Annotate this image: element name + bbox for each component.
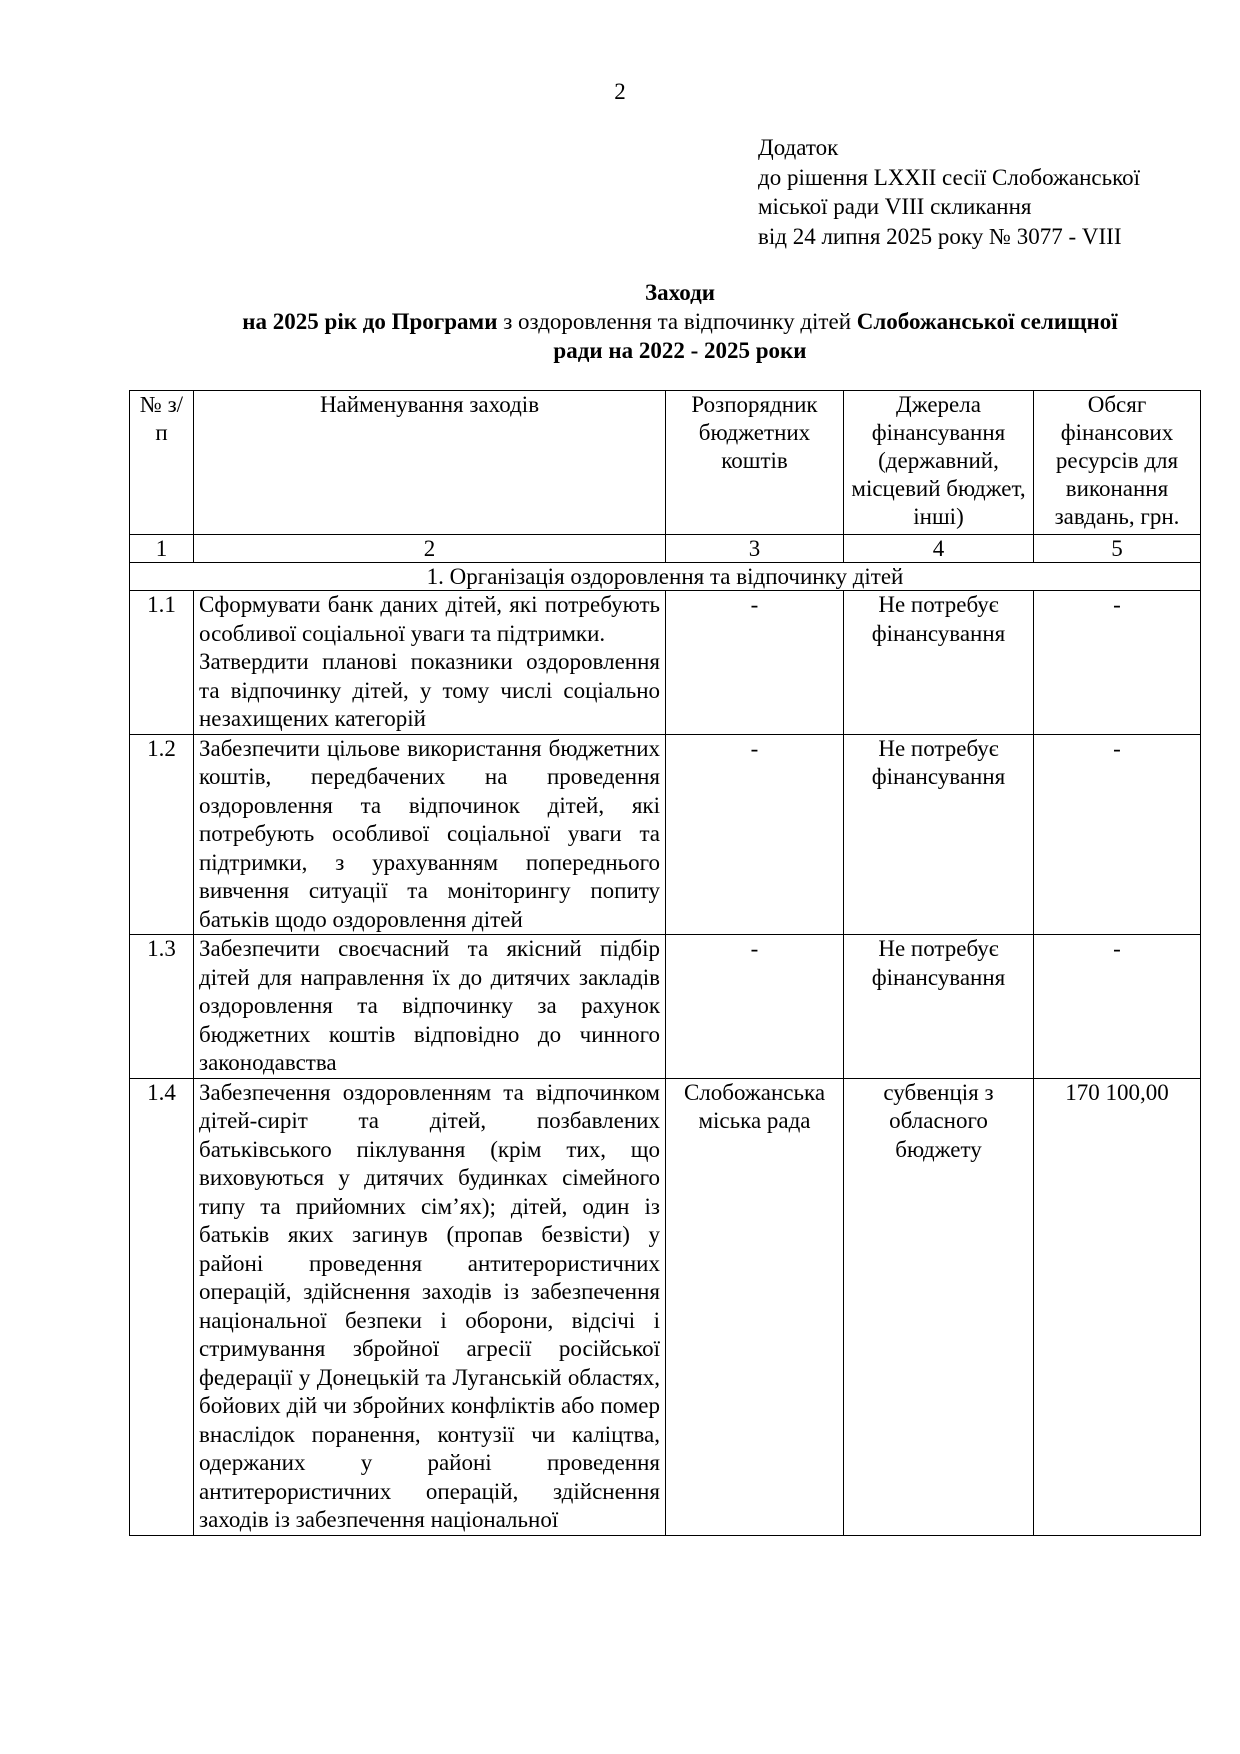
row-budget-manager: - [666,591,844,735]
table-row [130,1078,1201,1535]
row-measure-name: Забезпечити своєчасний та якісний підбір дітей для направлення їх до дитячих закладів оздоровлення та відпочинку за рахунок бюджетних коштів відповідно до чинного законодавства [194,935,666,1079]
section-title: 1. Організація оздоровлення та відпочинку дітей [130,563,1201,591]
row-financial-volume: 170 100,00 [1034,1078,1201,1535]
document-title [150,278,1210,365]
table-row [130,734,1201,935]
row-index: 1.2 [130,734,194,935]
appendix-block [758,133,1198,251]
header-financial-volume: Обсяг фінансових ресурсів для виконання завдань, грн. [1034,391,1201,535]
row-budget-manager: - [666,935,844,1079]
column-number: 4 [844,535,1034,563]
row-measure-name: Забезпечення оздоровленням та відпочинком дітей-сиріт та дітей, позбавлених батьківського піклування (крім тих, що виховуються у дитячих будинках сімейного типу та прийомних сім’ях); дітей, один із батьків яких загинув (пропав безвісти) у районі проведення антитерористичних операцій, здійснення заходів із забезпечення національної безпеки і оборони, відсічі і стримування збройної агресії російської федерації у Донецькій та Луганській областях, бойових дій чи збройних конфліктів або помер внаслідок поранення, контузії чи каліцтва, одержаних у районі проведення антитерористичних операцій, здійснення заходів із забезпечення національної [194,1078,666,1535]
header-budget-manager: Розпорядник бюджетних коштів [666,391,844,535]
row-index: 1.1 [130,591,194,735]
row-financial-volume: - [1034,734,1201,935]
row-budget-manager: Слобожанська міська рада [666,1078,844,1535]
row-funding-source: Не потребує фінансування [844,935,1034,1079]
column-number-row [130,535,1201,563]
column-number: 3 [666,535,844,563]
column-number: 5 [1034,535,1201,563]
row-measure-name: Забезпечити цільове використання бюджетних коштів, передбачених на проведення оздоровлення та відпочинок дітей, які потребують особливої соціальної уваги та підтримки, з урахуванням попереднього вивчення ситуації та моніторингу попиту батьків щодо оздоровлення дітей [194,734,666,935]
appendix-line: Додаток [758,135,839,160]
header-number: № з/п [130,391,194,535]
column-number: 1 [130,535,194,563]
title-line-2-bold-b: Слобожанської селищної [856,309,1118,334]
section-row [130,563,1201,591]
title-line-3: ради на 2022 - 2025 роки [553,338,807,363]
header-measure-name: Найменування заходів [194,391,666,535]
title-line-2-bold-a: на 2025 рік до Програми [242,309,498,334]
row-funding-source: Не потребує фінансування [844,734,1034,935]
row-index: 1.3 [130,935,194,1079]
appendix-line: від 24 липня 2025 року № 3077 - VIII [758,223,1122,249]
row-budget-manager: - [666,734,844,935]
row-funding-source: Не потребує фінансування [844,591,1034,735]
row-measure-name [194,591,666,735]
column-number: 2 [194,535,666,563]
title-line-2-normal: з оздоровлення та відпочинку дітей [497,309,857,334]
row-index: 1.4 [130,1078,194,1535]
table-header-row [130,391,1201,535]
page-number: 2 [614,79,626,104]
row-financial-volume: - [1034,591,1201,735]
row-financial-volume: - [1034,935,1201,1079]
row-measure-text-extra: Затвердити планові показники оздоровлення та відпочинку дітей, у тому числі соціально незахищених категорій [199,649,660,731]
measures-table [129,390,1201,1536]
header-funding-source: Джерела фінансування (державний, місцевий бюджет, інші) [844,391,1034,535]
appendix-line: міської ради VIII скликання [758,194,1032,219]
title-line-1: Заходи [645,280,715,305]
table-row [130,935,1201,1079]
row-measure-text: Сформувати банк даних дітей, які потребують особливої соціальної уваги та підтримки. [199,592,660,646]
row-funding-source: субвенція з обласного бюджету [844,1078,1034,1535]
appendix-line: до рішення LXXII сесії Слобожанської [758,164,1141,190]
table-row [130,591,1201,735]
